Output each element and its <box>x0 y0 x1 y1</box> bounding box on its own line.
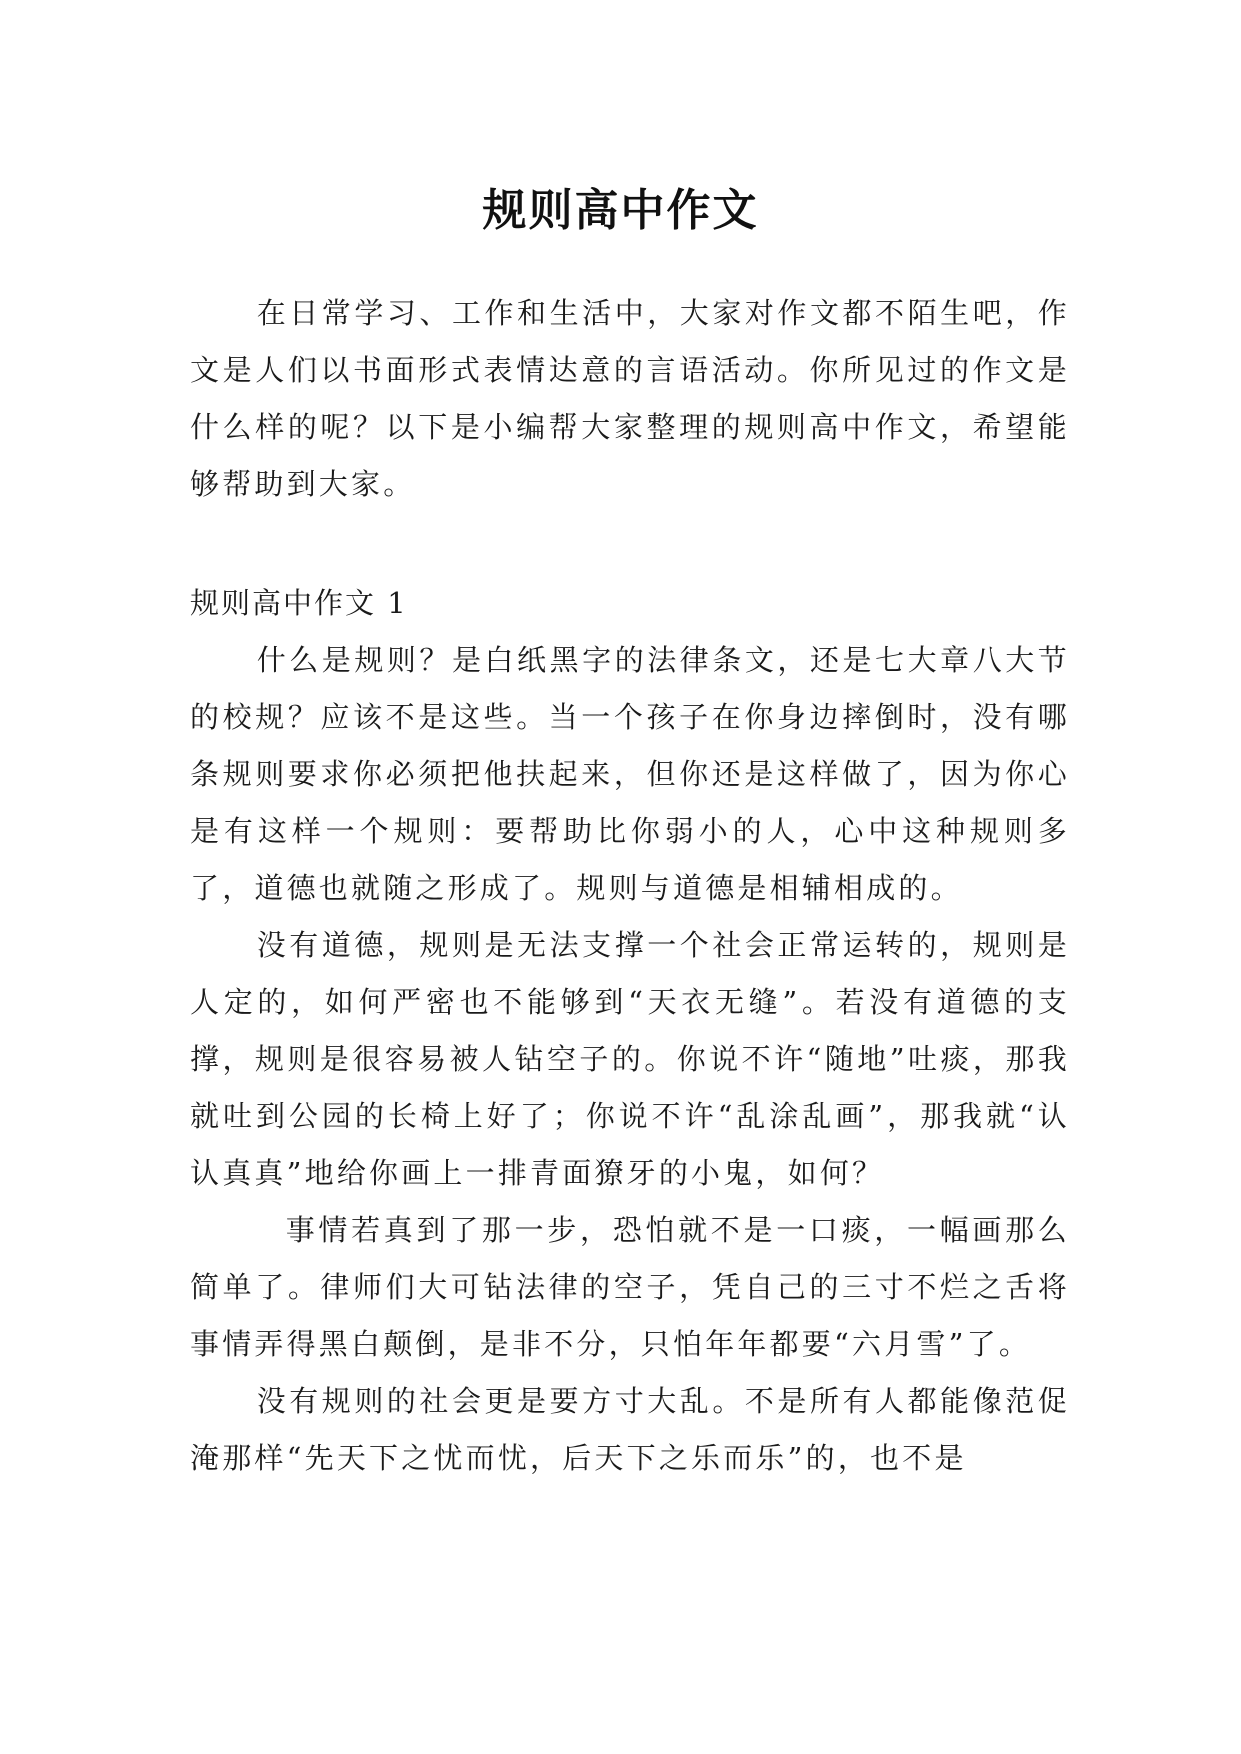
body-paragraph-2: 没有道德，规则是无法支撑一个社会正常运转的，规则是人定的，如何严密也不能够到“天衣无缝”。若没有道德的支撑，规则是很容易被人钻空子的。你说不许“随地”吐痰，那我就吐到公园的长椅上好了；你说不许“乱涂乱画”，那我就“认认真真”地给你画上一排青面獠牙的小鬼，如何？ <box>190 928 1070 1190</box>
body-paragraph-4: 没有规则的社会更是要方寸大乱。不是所有人都能像范促淹那样“先天下之忧而忧，后天下之乐而乐”的，也不是 <box>190 1384 1070 1475</box>
document-title: 规则高中作文 <box>482 185 759 237</box>
body-paragraph-1: 什么是规则？是白纸黑字的法律条文，还是七大章八大节的校规？应该不是这些。当一个孩子在你身边摔倒时，没有哪条规则要求你必须把他扶起来，但你还是这样做了，因为你心是有这样一个规则：要帮助比你弱小的人，心中这种规则多了，道德也就随之形成了。规则与道德是相辅相成的。 <box>190 643 1070 905</box>
section-heading: 规则高中作文 1 <box>190 586 408 620</box>
section-1 <box>190 575 1070 1487</box>
body-paragraph-3: 事情若真到了那一步，恐怕就不是一口痰，一幅画那么简单了。律师们大可钻法律的空子，凭自己的三寸不烂之舌将事情弄得黑白颠倒，是非不分，只怕年年都要“六月雪”了。 <box>190 1213 1070 1361</box>
intro-block <box>190 285 1070 513</box>
intro-paragraph: 在日常学习、工作和生活中，大家对作文都不陌生吧，作文是人们以书面形式表情达意的言语活动。你所见过的作文是什么样的呢？以下是小编帮大家整理的规则高中作文，希望能够帮助到大家。 <box>190 296 1070 501</box>
